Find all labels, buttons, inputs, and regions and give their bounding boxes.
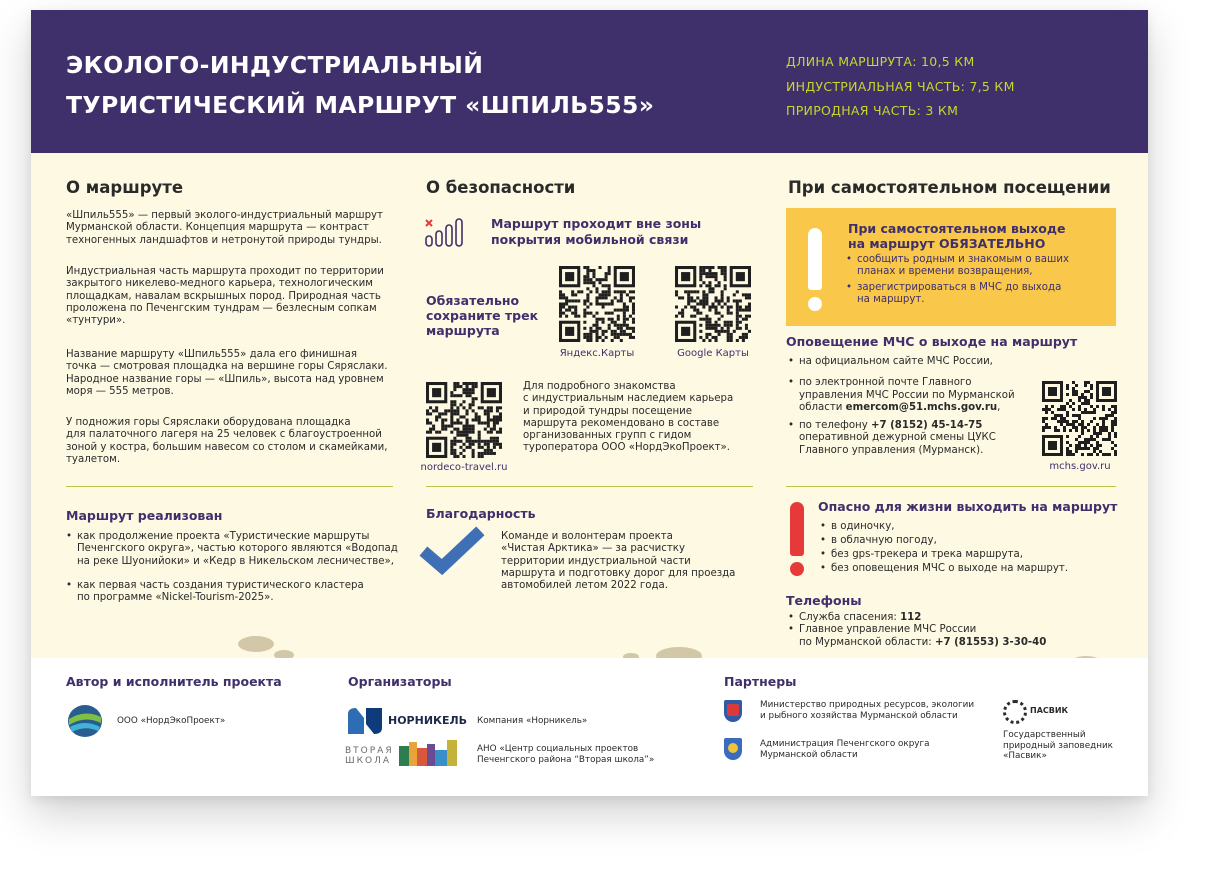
- thanks-heading: Благодарность: [426, 506, 536, 521]
- route-stats: [786, 50, 1015, 124]
- second-school-wordmark: [345, 746, 394, 766]
- danger-heading: Опасно для жизни выходить на маршрут: [818, 499, 1118, 514]
- pasvik-emblem-icon: [1003, 700, 1027, 724]
- danger-item: • в одиночку,: [820, 520, 1120, 534]
- pechenga-coat-of-arms-icon: [724, 738, 742, 760]
- safety-heading: О безопасности: [426, 178, 576, 197]
- danger-item: • без оповещения МЧС о выходе на маршрут.: [820, 562, 1120, 576]
- realized-list: [66, 531, 406, 604]
- qr-mchs-caption: mchs.gov.ru: [1049, 461, 1111, 472]
- qr-nordeco-caption: nordeco-travel.ru: [420, 462, 508, 473]
- phone-rescue-label: Служба спасения:: [799, 612, 901, 623]
- title-line-2: ТУРИСТИЧЕСКИЙ МАРШРУТ «ШПИЛЬ555»: [66, 91, 655, 119]
- nordeco-logo-icon: [66, 703, 104, 739]
- independent-heading: При самостоятельном посещении: [788, 178, 1111, 197]
- qr-pattern: [559, 266, 635, 342]
- about-paragraph-2: Индустриальная часть маршрута проходит по территории закрытого никелево-медного карьера, технологическим площадкам, навалам вскрышных пород. Природная часть проложена по Печенгским тундрам — безлесным сопкам «тунтури».: [66, 266, 384, 327]
- divider: [786, 486, 1116, 487]
- save-track-text: Обязательно сохраните трек маршрута: [426, 293, 539, 338]
- about-paragraph-3: Название маршруту «Шпиль555» дала его финишная точка — смотровая площадка на вершине горы Сяряслаки. Народное название горы — «Шпиль», высота над уровнем моря — 555 метров.: [66, 349, 388, 397]
- qr-code-google[interactable]: [675, 266, 751, 342]
- author-heading: Автор и исполнитель проекта: [66, 674, 282, 689]
- badge-text: ЧИСТАЯ АРКТИКА: [449, 537, 488, 573]
- qr-code-nordeco[interactable]: [426, 382, 502, 458]
- phones-list: [788, 612, 1088, 649]
- footer: [31, 658, 1148, 796]
- school-logo-line-2: ШКОЛА: [345, 756, 392, 766]
- qr-pattern: [1042, 381, 1117, 456]
- notify-item-phone: [788, 420, 1038, 457]
- no-signal-icon: [424, 216, 466, 248]
- title-line-1: ЭКОЛОГО-ИНДУСТРИАЛЬНЫЙ: [66, 51, 484, 79]
- author-name: ООО «НордЭкоПроект»: [117, 716, 226, 726]
- partner-pasvik: Государственный природный заповедник «Пасвик»: [1003, 730, 1113, 761]
- mandatory-box: [786, 208, 1116, 326]
- second-school-logo-icon: [399, 740, 457, 766]
- phone-number[interactable]: +7 (8152) 45-14-75: [870, 420, 983, 432]
- danger-list: [820, 520, 1120, 576]
- guide-text: Для подробного знакомства с индустриальным наследием карьера и природой тундры посещение маршрута рекомендовано в составе организованных групп с гидом туроператора ООО «НордЭкоПроект».: [523, 381, 734, 454]
- organizers-heading: Организаторы: [348, 674, 452, 689]
- danger-exclamation-dot-icon: [790, 562, 804, 576]
- notify-item-site: • на официальном сайте МЧС России,: [788, 356, 1038, 368]
- box-list: [846, 254, 1106, 306]
- school-name: АНО «Центр социальных проектов Печенгского района “Вторая школа”»: [477, 744, 655, 765]
- thanks-text: Команде и волонтерам проекта «Чистая Арктика» — за расчистку территории индустриальной части маршрута и подготовку дорог для проезда автомобилей летом 2022 года.: [501, 531, 736, 592]
- exclamation-icon: [808, 228, 822, 290]
- divider: [66, 486, 393, 487]
- notify-list: [788, 356, 1038, 457]
- phone-prefix: по телефону: [799, 420, 871, 432]
- phone-rescue-number[interactable]: 112: [900, 612, 922, 623]
- nornickel-wordmark: НОРНИКЕЛЬ: [388, 714, 468, 727]
- murmansk-coat-of-arms-icon: [724, 700, 742, 722]
- qr-code-yandex[interactable]: [559, 266, 635, 342]
- about-paragraph-4: У подножия горы Сяряслаки оборудована площадка для палаточного лагеря на 25 человек с благоустроенной зоной у костра, большим навесом со столом и скамейками, туалетом.: [66, 417, 388, 465]
- partner-ministry: Министерство природных ресурсов, экологии и рыбного хозяйства Мурманской области: [760, 700, 975, 721]
- qr-pattern: [426, 382, 502, 458]
- danger-exclamation-icon: [790, 502, 804, 556]
- stat-natural: ПРИРОДНАЯ ЧАСТЬ: 3 КМ: [786, 103, 959, 118]
- phone-mchs: [788, 624, 1088, 649]
- realized-item: • как первая часть создания туристического кластера по программе «Nickel-Tourism-2025».: [66, 580, 406, 605]
- nornickel-name: Компания «Норникель»: [477, 716, 588, 726]
- phone-suffix: оперативной дежурной смены ЦУКС Главного управления (Мурманск).: [799, 432, 996, 456]
- stat-industrial: ИНДУСТРИАЛЬНАЯ ЧАСТЬ: 7,5 КМ: [786, 78, 1015, 94]
- pasvik-logo: [1003, 700, 1073, 724]
- email-prefix: по электронной почте Главного управления МЧС России по Мурманской области: [799, 377, 1015, 413]
- pasvik-wordmark: ПАСВИК: [1030, 706, 1069, 715]
- notify-item-email: [788, 377, 1038, 414]
- box-item: • сообщить родным и знакомым о ваших планах и времени возвращения,: [846, 254, 1106, 279]
- no-signal-text: Маршрут проходит вне зоны покрытия мобильной связи: [491, 216, 702, 247]
- phones-heading: Телефоны: [786, 593, 862, 608]
- header-banner: [31, 10, 1148, 153]
- poster-title: [66, 45, 654, 125]
- phone-rescue: [788, 612, 1088, 624]
- qr-yandex-caption: Яндекс.Карты: [559, 348, 635, 359]
- clean-arctic-badge-icon: [424, 523, 488, 583]
- email-suffix: ,: [997, 401, 1001, 413]
- qr-pattern: [675, 266, 751, 342]
- stat-length: ДЛИНА МАРШРУТА: 10,5 КМ: [786, 54, 975, 69]
- phone-mchs-number[interactable]: +7 (81553) 3-30-40: [934, 636, 1047, 648]
- qr-google-caption: Google Карты: [677, 348, 749, 359]
- phone-mchs-label: Главное управление МЧС России по Мурманской области:: [799, 624, 977, 648]
- decorative-stone: [238, 636, 274, 652]
- box-title: При самостоятельном выходе на маршрут ОБЯЗАТЕЛЬНО: [848, 221, 1066, 251]
- box-item: • зарегистрироваться в МЧС до выхода на маршрут.: [846, 282, 1106, 307]
- about-paragraph-1: «Шпиль555» — первый эколого-индустриальный маршрут Мурманской области. Концепция маршрута — контраст техногенных ландшафтов и нетронутой природы тундры.: [66, 210, 383, 246]
- school-logo-line-1: ВТОРАЯ: [345, 746, 394, 756]
- notify-heading: Оповещение МЧС о выходе на маршрут: [786, 334, 1078, 349]
- danger-item: • в облачную погоду,: [820, 534, 1120, 548]
- divider: [426, 486, 753, 487]
- partners-heading: Партнеры: [724, 674, 797, 689]
- partner-pechenga: Администрация Печенгского округа Мурманской области: [760, 739, 930, 760]
- realized-item: • как продолжение проекта «Туристические маршруты Печенгского округа», частью которого являются «Водопад на реке Шуонийоки» и «Кедр в Никельском лесничестве»,: [66, 531, 406, 568]
- exclamation-dot-icon: [808, 297, 822, 311]
- about-heading: О маршруте: [66, 178, 184, 197]
- email-link[interactable]: emercom@51.mchs.gov.ru: [845, 401, 998, 413]
- nornickel-logo-icon: [348, 708, 382, 734]
- danger-item: • без gps-трекера и трека маршрута,: [820, 548, 1120, 562]
- poster: [31, 10, 1148, 796]
- realized-heading: Маршрут реализован: [66, 508, 223, 523]
- qr-code-mchs[interactable]: [1042, 381, 1117, 456]
